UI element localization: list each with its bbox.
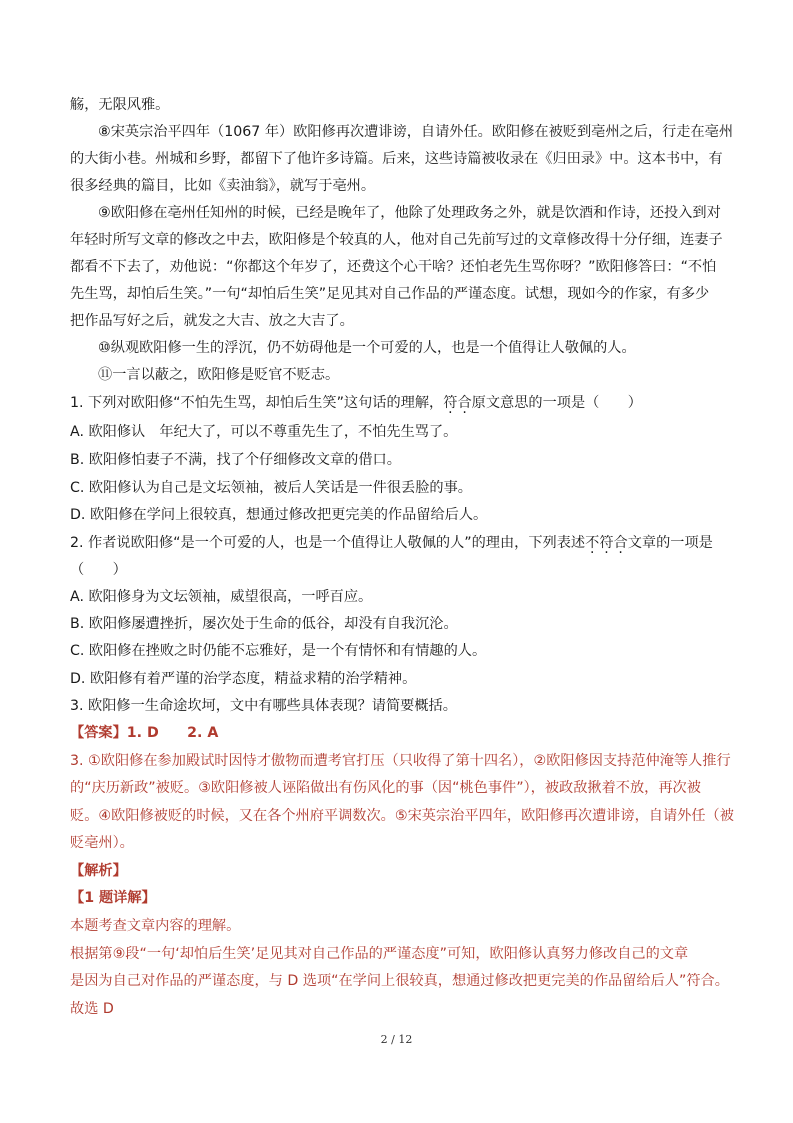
paragraph-9-line: 都看不下去了，劝他说：“你都这个年岁了，还费这个心干啥？还怕老先生骂你呀？”欧阳修答曰：“不怕 xyxy=(70,259,717,275)
emphasis-dot-char: 符 xyxy=(443,395,458,411)
analysis-line: 本题考查文章内容的理解。 xyxy=(70,918,241,934)
question-1-option-a: A. 欧阳修认 年纪大了，可以不尊重先生了，不怕先生骂了。 xyxy=(70,424,458,440)
analysis-label: 【解析】 xyxy=(70,863,127,879)
question-2-option-a: A. 欧阳修身为文坛领袖，威望很高，一呼百应。 xyxy=(70,589,373,605)
analysis-line: 是因为自己对作品的严谨态度，与 D 选项“在学问上很较真，想通过修改把更完美的作品留给后人”符合。 xyxy=(70,973,729,989)
question-2-option-c: C. 欧阳修在挫败之时仍能不忘雅好，是一个有情怀和有情趣的人。 xyxy=(70,643,487,659)
analysis-sub-label: 【1 题详解】 xyxy=(70,890,156,906)
emphasis-dot-char: 合 xyxy=(613,535,628,551)
answer-3-line: 的“庆历新政”被贬。③欧阳修被人诬陷做出有伤风化的事（因“桃色事件”），被政敌揪着不放，再次被 xyxy=(70,780,701,796)
question-1-stem-text: 1. 下列对欧阳修“不怕先生骂，却怕后生笑”这句话的理解， xyxy=(70,395,444,411)
emphasis-dot-char: 不 xyxy=(585,535,600,551)
question-3-stem: 3. 欧阳修一生命途坎坷，文中有哪些具体表现？请简要概括。 xyxy=(70,698,457,714)
question-2-option-b: B. 欧阳修屡遭挫折，屡次处于生命的低谷，却没有自我沉沦。 xyxy=(70,616,458,632)
question-2-stem xyxy=(70,533,713,553)
answer-3-line: 贬亳州）。 xyxy=(70,835,134,851)
question-2-stem-text: 文章的一项是 xyxy=(627,535,713,551)
paragraph-9-line: ⑨欧阳修在亳州任知州的时候，已经是晚年了，他除了处理政务之外，就是饮酒和作诗，还投入到对 xyxy=(98,205,721,221)
answer-label: 【答案】 xyxy=(70,725,127,741)
question-1-option-c: C. 欧阳修认为自己是文坛领袖，被后人笑话是一件很丢脸的事。 xyxy=(70,480,472,496)
paragraph-9-line: 先生骂，却怕后生笑。”一句“却怕后生笑”足见其对自己作品的严谨态度。试想，现如今的作家，有多少 xyxy=(70,286,710,302)
question-2-option-d: D. 欧阳修有着严谨的治学态度，精益求精的治学精神。 xyxy=(70,671,417,687)
paragraph-8-line: 的大街小巷。州城和乡野，都留下了他许多诗篇。后来，这些诗篇被收录在《归田录》中。这本书中，有 xyxy=(70,151,723,167)
answer-line xyxy=(70,723,218,743)
page-number: 2 / 12 xyxy=(380,1033,413,1046)
question-2-stem-text: 2. 作者说欧阳修“是一个可爱的人，也是一个值得让人敬佩的人”的理由，下列表述 xyxy=(70,535,586,551)
question-2-paren: （ ） xyxy=(70,562,127,578)
paragraph-8-line: 很多经典的篇目，比如《卖油翁》，就写于亳州。 xyxy=(70,178,376,194)
paragraph-9-line: 年轻时所写文章的修改之中去，欧阳修是个较真的人，他对自己先前写过的文章修改得十分仔细，连妻子 xyxy=(70,232,723,248)
emphasis-dot-char: 符 xyxy=(599,535,614,551)
answer-3-line: 贬。④欧阳修被贬的时候，又在各个州府平调数次。⑤宋英宗治平四年，欧阳修再次遭诽谤，自请外任（被 xyxy=(70,808,734,824)
question-1-option-d: D. 欧阳修在学问上很较真，想通过修改把更完美的作品留给后人。 xyxy=(70,507,488,523)
question-1-stem-text: 原文意思的一项是（ ） xyxy=(471,395,642,411)
analysis-line: 故选 D xyxy=(70,1001,114,1017)
paragraph-11-line: ⑪一言以蔽之，欧阳修是贬官不贬志。 xyxy=(98,367,340,383)
question-1-stem xyxy=(70,393,642,413)
paragraph-8-line: ⑧宋英宗治平四年（1067 年）欧阳修再次遭诽谤，自请外任。欧阳修在被贬到亳州之后，行走在亳州 xyxy=(98,124,734,140)
emphasis-dot-char: 合 xyxy=(457,395,472,411)
answer-text: 1. D 2. A xyxy=(126,725,219,741)
analysis-line: 根据第⑨段“一句‘却怕后生笑’足见其对自己作品的严谨态度”可知，欧阳修认真努力修改自己的文章 xyxy=(70,946,689,962)
answer-3-line: 3. ①欧阳修在参加殿试时因恃才傲物而遭考官打压（只收得了第十四名），②欧阳修因支持范仲淹等人推行 xyxy=(70,753,731,769)
paragraph-10-line: ⑩纵观欧阳修一生的浮沉，仍不妨碍他是一个可爱的人，也是一个值得让人敬佩的人。 xyxy=(98,340,636,356)
paragraph-line: 觞，无限风雅。 xyxy=(70,97,170,113)
paragraph-9-line: 把作品写好之后，就发之大吉、放之大吉了。 xyxy=(70,313,354,329)
question-1-option-b: B. 欧阳修怕妻子不满，找了个仔细修改文章的借口。 xyxy=(70,452,401,468)
